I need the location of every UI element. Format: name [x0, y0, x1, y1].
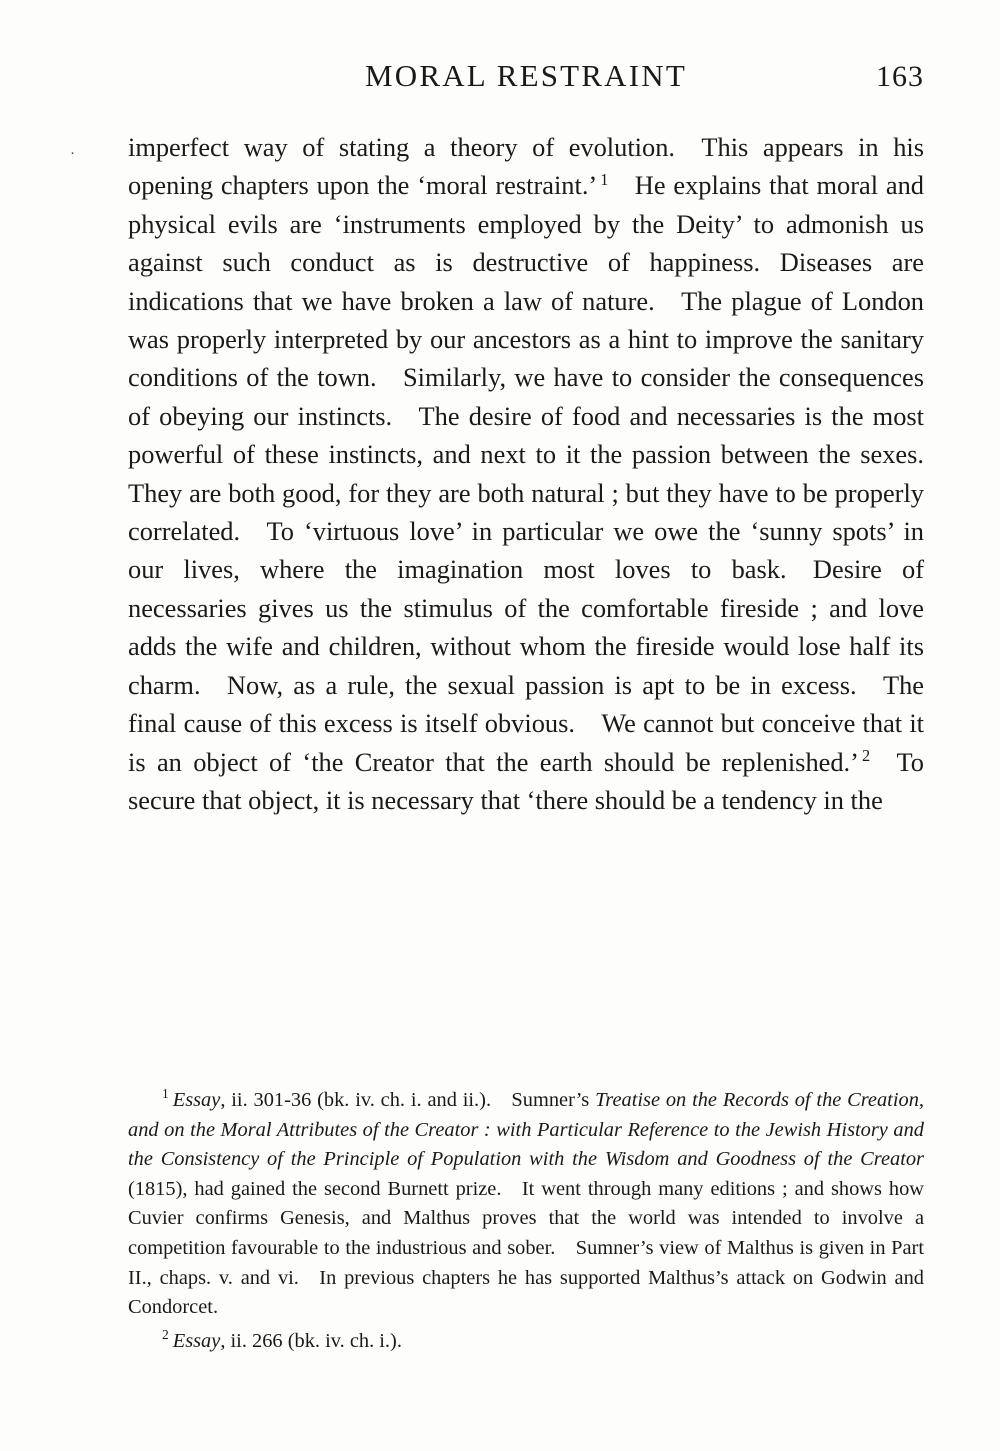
footnote-2-text: , ii. 266 (bk. iv. ch. i.).	[220, 1329, 402, 1352]
footnote-reference-1[interactable]: 1	[600, 169, 609, 189]
footnote-1-title: Essay	[172, 1089, 221, 1111]
paragraph-segment-a: imperfect way of stating a theory of evolution. This appears in his opening chapters upon the ‘moral restraint.’	[128, 132, 924, 201]
footnote-1-text-b: (1815), had gained the second Burnett prize. It went through many editions ; and shows how Cuvier confirms Genesis, and Malthus proves that the world was intended to involve a competition favourable to the industrious and sober. Sumner’s view of Malthus is given in Part II., chaps. v. and vi. In previous chapters he has supported Malthus’s attack on Godwin and Condorcet.	[128, 1177, 924, 1319]
footnote-1-number: 1	[162, 1086, 169, 1102]
page-number: 163	[876, 60, 924, 93]
paragraph	[128, 128, 924, 819]
footnote-2-number: 2	[162, 1326, 169, 1342]
footnote-1-text-a: , ii. 301-36 (bk. iv. ch. i. and ii.). Sumner’s	[220, 1089, 596, 1111]
footnote-reference-2[interactable]: 2	[861, 745, 871, 765]
paragraph-segment-c: To secure that object, it is necessary that ‘there should be a tendency in the	[128, 746, 924, 815]
paragraph-segment-b: He explains that moral and physical evils are ‘instruments employed by the Deity’ to admonish us against such conduct as is destructive of happiness. Diseases are indications that we have broken a law of nature. The plague of London was properly interpreted by our ancestors as a hint to improve the sanitary conditions of the town. Similarly, we have to consider the consequences of obeying our instincts. The desire of food and necessaries is the most powerful of these instincts, and next to it the passion between the sexes. They are both good, for they are both natural ; but they have to be properly correlated. To ‘virtuous love’ in particular we owe the ‘sunny spots’ in our lives, where the imagination most loves to bask. Desire of necessaries gives us the stimulus of the comfortable fireside ; and love adds the wife and children, without whom the fireside would lose half its charm. Now, as a rule, the sexual passion is apt to be in excess. The final cause of this excess is itself obvious. We cannot but conceive that it is an object of ‘the Creator that the earth should be replenished.’	[128, 170, 924, 777]
margin-mark: ·	[70, 146, 75, 162]
footnote-2	[128, 1327, 924, 1357]
running-title: MORAL RESTRAINT	[364, 58, 688, 93]
footnote-1	[128, 1086, 924, 1323]
footnote-2-title: Essay	[172, 1329, 221, 1352]
body-text	[128, 128, 924, 819]
footnotes-section	[128, 1086, 924, 1360]
footnote-1-work-title: Treatise on the Records of the Creation, and on the Moral Attributes of the Creator : with Particular Reference to the Jewish History and the Consistency of the Principle of Population with the Wisdom and Goodness of the Creator	[128, 1089, 924, 1171]
running-head	[128, 58, 924, 94]
